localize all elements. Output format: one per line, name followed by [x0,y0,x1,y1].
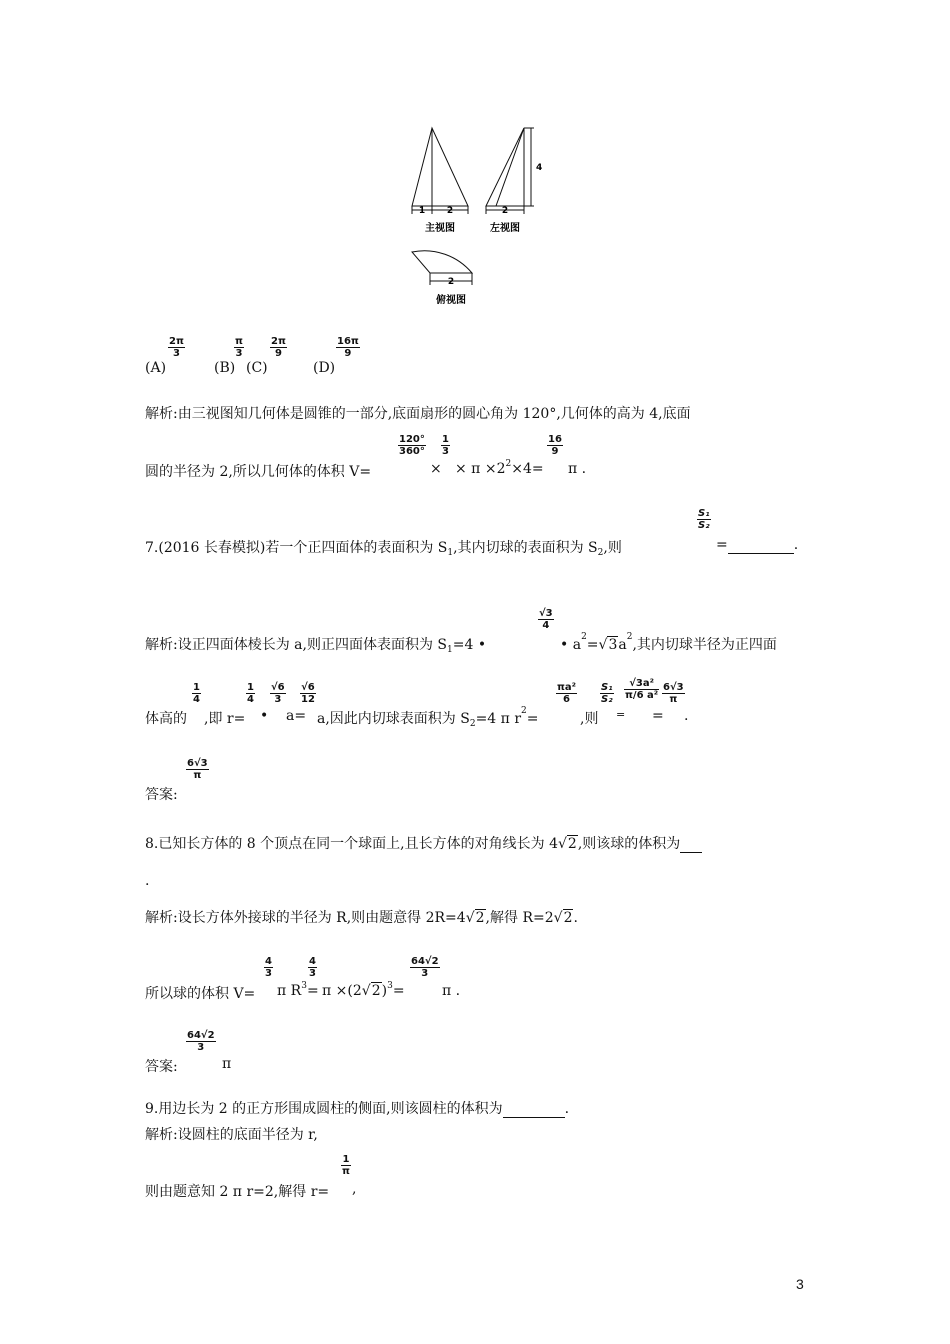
q6-analysis-line1: 解析:由三视图知几何体是圆锥的一部分,底面扇形的圆心角为 120°,几何体的高为 4,底面 [145,406,691,422]
side-dim-four: 4 [536,163,543,173]
side-view [486,128,534,214]
top-view [412,251,472,285]
option-c-label: (C) [246,360,268,376]
front-view [412,128,468,214]
q6-third-fraction: $\frac{1}{3}$ [442,434,449,457]
side-dim-two: 2 [501,206,509,216]
q7-ratio-fraction: $\frac{\text{S₁}}{\text{S₂}}$ [698,508,710,531]
side-view-label: 左视图 [490,223,520,234]
front-dim-one: 1 [418,206,426,216]
front-view-label: 主视图 [425,223,455,234]
q9-stem: 9.用边长为 2 的正方形围成圆柱的侧面,则该圆柱的体积为 . [145,1101,570,1117]
option-b-label: (B) [214,360,236,376]
option-a-fraction: $\frac{2\pi}{3}$ [169,336,184,359]
page-number: 3 [796,1276,804,1292]
top-dim-two: 2 [447,277,455,287]
q7-sqrt3-over-4: $\frac{√3}{4}$ [539,608,553,631]
front-dim-two: 2 [446,206,454,216]
q9-analysis-line1: 解析:设圆柱的底面半径为 r, [145,1127,318,1143]
q6-result-fraction: $\frac{16}{9}$ [548,434,562,457]
option-b-fraction: $\frac{\pi}{3}$ [235,336,243,359]
q8-analysis-line1: 解析:设长方体外接球的半径为 R,则由题意得 2R=4√2,解得 R=2√2. [145,910,578,926]
q7-answer-blank[interactable] [728,537,794,554]
option-d-label: (D) [313,360,336,376]
option-d-fraction: $\frac{16\pi}{9}$ [337,336,359,359]
q9-answer-blank[interactable] [503,1101,565,1118]
option-c-fraction: $\frac{2\pi}{9}$ [271,336,286,359]
q8-answer-blank[interactable] [680,836,702,853]
option-a-label: (A) [145,360,167,376]
top-view-label: 俯视图 [436,295,466,306]
three-view-figure [400,120,550,315]
q6-angle-fraction: $\frac{120^\circ}{360^\circ}$ [399,434,425,457]
